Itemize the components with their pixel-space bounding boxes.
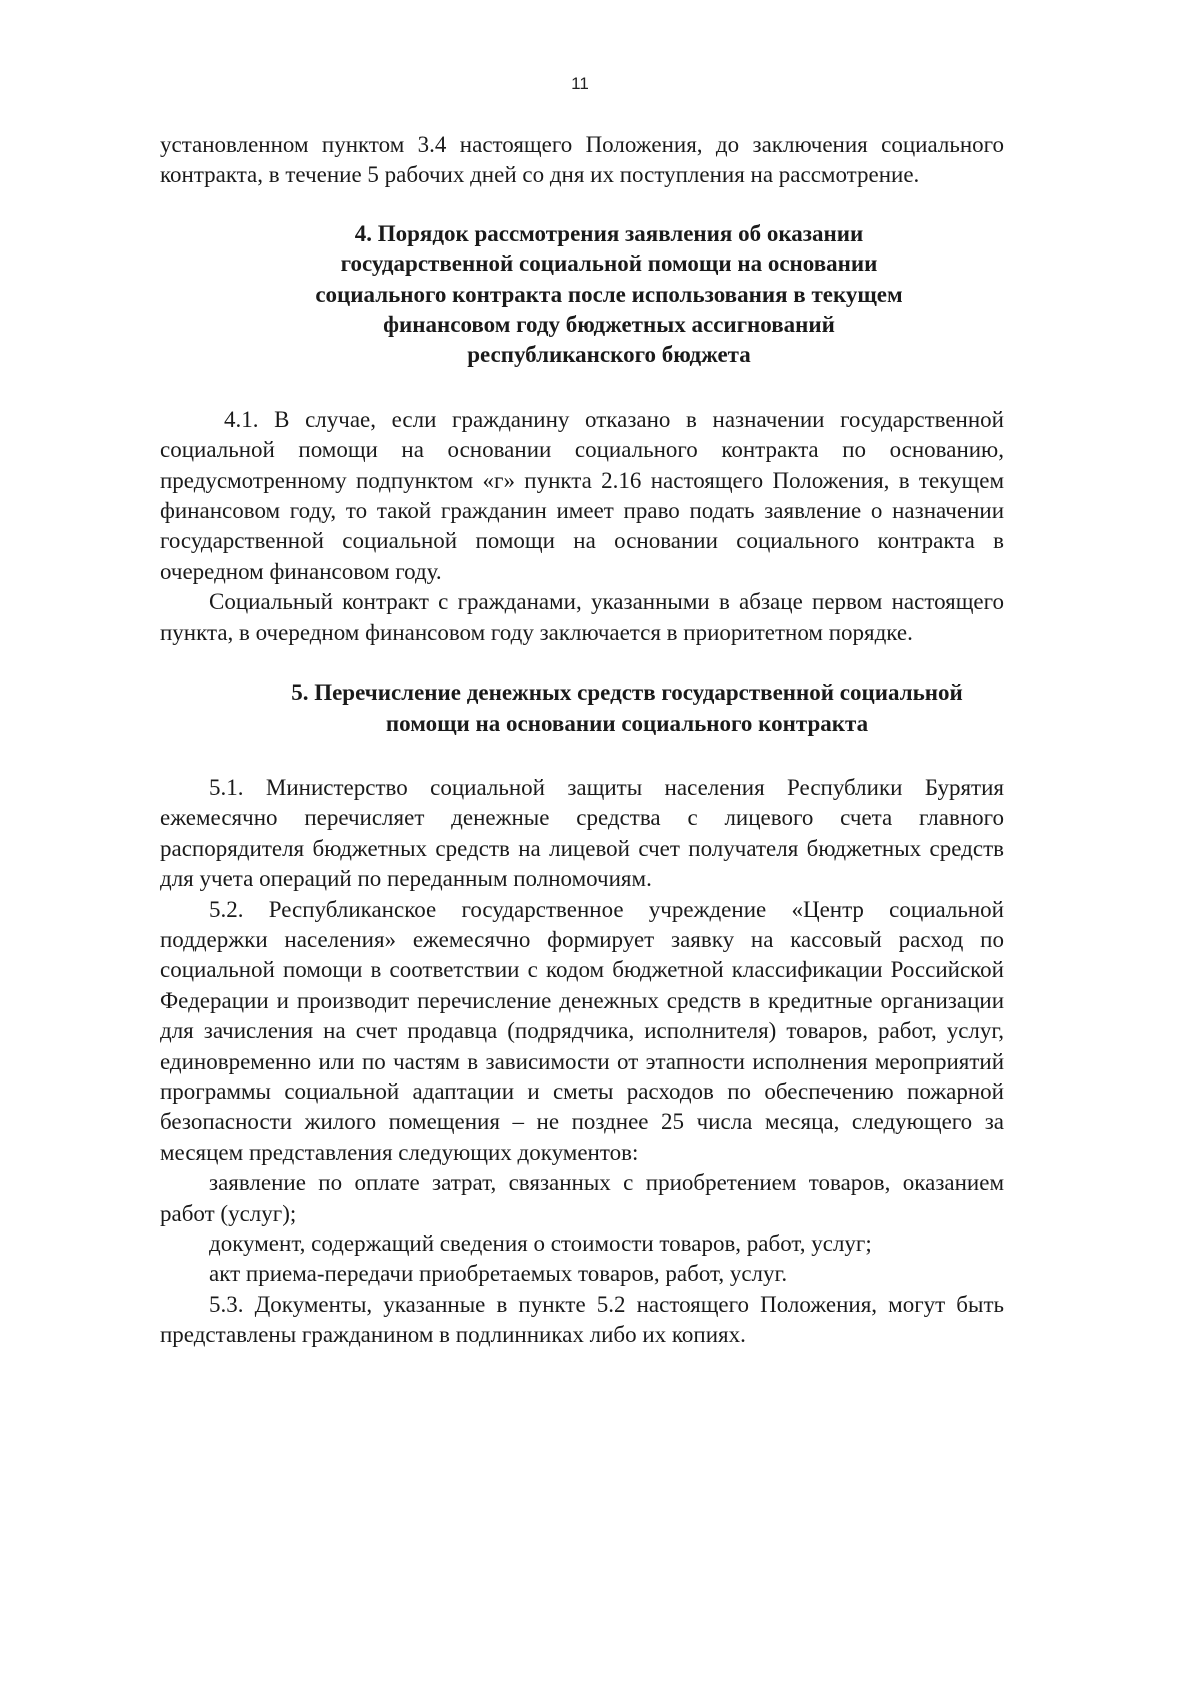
paragraph-5-2: 5.2. Республиканское государственное учреждение «Центр социальной поддержки населения» ежемесячно формирует заявку на кассовый расход по социальной помощи в соответствии с кодом бюджетной классификации Российской Федерации и производит перечисление денежных средств в кредитные организации для зачисления на счет продавца (подрядчика, исполнителя) товаров, работ, услуг, единовременно или по частям в зависимости от этапности исполнения мероприятий программы социальной адаптации и сметы расходов по обеспечению пожарной безопасности жилого помещения – не позднее 25 числа месяца, следующего за месяцем представления следующих документов: [160, 896, 1004, 1165]
page-number: 11 [571, 74, 589, 93]
paragraph-5-1: 5.1. Министерство социальной защиты населения Республики Бурятия ежемесячно перечисляет денежные средства с лицевого счета главного распорядителя бюджетных средств на лицевой счет получателя бюджетных средств для учета операций по переданным полномочиям. [160, 774, 1004, 892]
paragraph-4-1-second: Социальный контракт с гражданами, указанными в абзаце первом настоящего пункта, в очередном финансовом году заключается в приоритетном порядке. [160, 589, 1004, 645]
paragraph-4-1: 4.1. В случае, если гражданину отказано в назначении государственной социальной помощи на основании социального контракта по основанию, предусмотренному подпунктом «г» пункта 2.16 настоящего Положения, в текущем финансовом году, то такой гражданин имеет право подать заявление о назначении государственной социальной помощи на основании социального контракта в очередном финансовом году. [160, 406, 1004, 584]
list-item-transfer-act: акт приема-передачи приобретаемых товаров, работ, услуг. [209, 1261, 788, 1287]
section-4-heading-line: финансовом году бюджетных ассигнований [383, 312, 835, 338]
section-4-heading-line: республиканского бюджета [467, 342, 751, 368]
section-4-heading-line: 4. Порядок рассмотрения заявления об оказании [354, 220, 864, 246]
section-4-heading [160, 219, 1004, 371]
section-5-heading-line: 5. Перечисление денежных средств государственной социальной [291, 680, 963, 706]
section-5-heading [160, 678, 1004, 739]
section-5-heading-line: помощи на основании социального контракта [385, 710, 869, 736]
list-item-cost-document: документ, содержащий сведения о стоимости товаров, работ, услуг; [209, 1231, 872, 1256]
section-4-heading-line: государственной социальной помощи на основании [340, 251, 878, 277]
list-item-application: заявление по оплате затрат, связанных с приобретением товаров, оказанием работ (услуг); [160, 1170, 1004, 1226]
section-4-heading-line: социального контракта после использования в текущем [315, 281, 903, 307]
document-body [160, 130, 1004, 1351]
paragraph-5-3: 5.3. Документы, указанные в пункте 5.2 настоящего Положения, могут быть представлены гражданином в подлинниках либо их копиях. [160, 1291, 1004, 1348]
intro-paragraph: установленном пунктом 3.4 настоящего Положения, до заключения социального контракта, в течение 5 рабочих дней со дня их поступления на рассмотрение. [160, 132, 1004, 188]
